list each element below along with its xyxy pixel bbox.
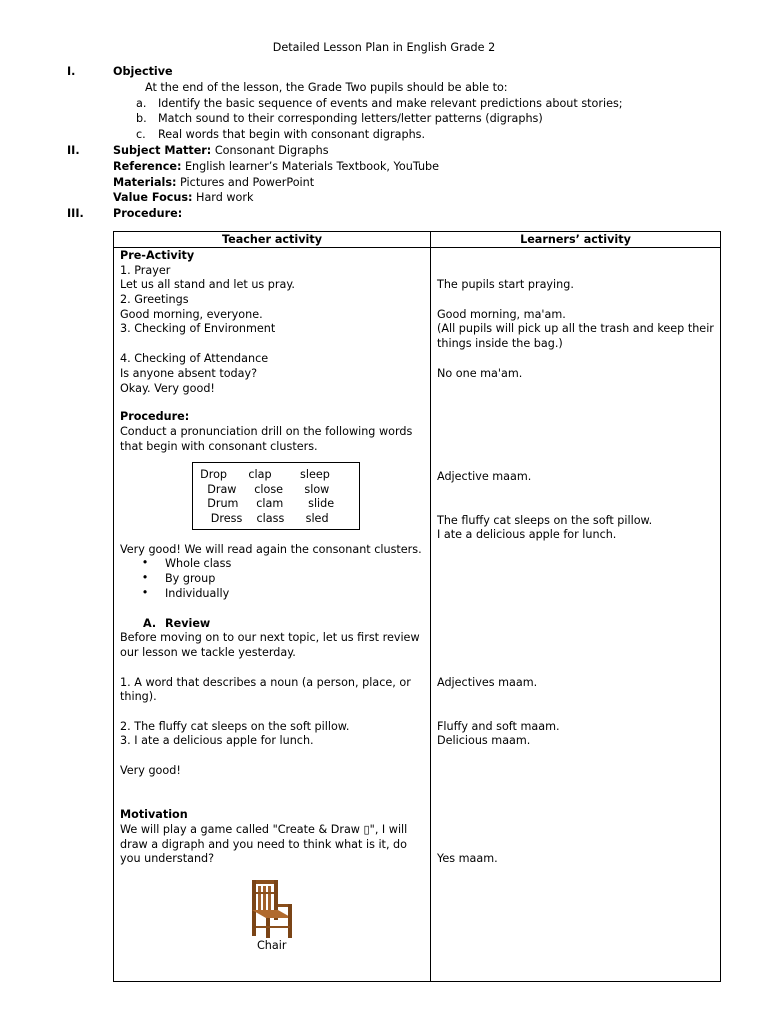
motivation-heading: Motivation [120,808,188,821]
value-focus-label: Value Focus: [113,191,193,204]
learner-yes: Yes maam. [437,852,498,865]
materials-value: Pictures and PowerPoint [176,176,315,189]
review-letter: A. [143,617,157,630]
header-divider [114,247,720,248]
materials-label: Materials: [113,176,177,189]
drill-line-1: Conduct a pronunciation drill on the following words [120,425,413,438]
motivation-line-1: We will play a game called "Create & Draw ▯", I will [120,823,408,836]
reference-line [113,159,439,174]
objective-item-a: Identify the basic sequence of events and make relevant predictions about stories; [158,97,623,110]
word-row: Drop clap sleep [193,468,330,481]
word-list-box [192,462,360,530]
bullet-item: By group [165,572,216,585]
procedure-heading: Procedure: [113,207,183,220]
bullet-dot: • [141,586,149,599]
learner-praying: The pupils start praying. [437,278,574,291]
prayer-label: 1. Prayer [120,264,171,277]
objective-numeral: I. [67,65,76,78]
environment-label: 3. Checking of Environment [120,322,276,335]
learner-trash-1: (All pupils will pick up all the trash and keep their [437,322,714,335]
procedure-subheading: Procedure: [120,410,190,423]
okay-line: Okay. Very good! [120,382,215,395]
objective-item-a-letter: a. [136,97,147,110]
word-row: Draw close slow [193,483,330,496]
word-row: Dress class sled [193,512,329,525]
lesson-table [113,231,721,982]
learner-trash-2: things inside the bag.) [437,337,563,350]
value-focus-line [113,190,253,205]
bullet-dot: • [141,571,149,584]
very-good-line: Very good! [120,764,181,777]
motivation-line-2: draw a digraph and you need to think what is it, do [120,838,408,851]
objective-intro: At the end of the lesson, the Grade Two pupils should be able to: [145,81,508,94]
learner-adjectives: Adjectives maam. [437,676,538,689]
bullet-item: Whole class [165,557,232,570]
chair-label: Chair [257,939,287,952]
objective-heading: Objective [113,65,173,78]
subject-matter-label: Subject Matter: [113,144,212,157]
read-again-line: Very good! We will read again the consonant clusters. [120,543,422,556]
procedure-numeral: III. [67,207,84,220]
prayer-line: Let us all stand and let us pray. [120,278,295,291]
learner-fluffy-soft: Fluffy and soft maam. [437,720,560,733]
document-title: Detailed Lesson Plan in English Grade 2 [272,41,496,54]
objective-item-b: Match sound to their corresponding letters/letter patterns (digraphs) [158,112,543,125]
teacher-activity-header: Teacher activity [221,233,322,246]
learner-delicious: Delicious maam. [437,734,531,747]
question-2: 2. The fluffy cat sleeps on the soft pillow. [120,720,350,733]
learner-fluffy: The fluffy cat sleeps on the soft pillow. [437,514,653,527]
review-line-1: Before moving on to our next topic, let us first review [120,631,420,644]
subject-matter-value: Consonant Digraphs [211,144,329,157]
learners-activity-header: Learners’ activity [520,233,631,246]
drill-line-2: that begin with consonant clusters. [120,440,318,453]
subject-matter-line [113,143,329,158]
pre-activity-heading: Pre-Activity [120,249,195,262]
review-line-2: our lesson we tackle yesterday. [120,646,296,659]
subject-numeral: II. [67,144,80,157]
absent-question: Is anyone absent today? [120,367,258,380]
greetings-line: Good morning, everyone. [120,308,263,321]
learner-no-one: No one ma'am. [437,367,523,380]
value-focus-value: Hard work [192,191,254,204]
reference-value: English learner’s Materials Textbook, YouTube [181,160,440,173]
question-3: 3. I ate a delicious apple for lunch. [120,734,314,747]
learner-apple: I ate a delicious apple for lunch. [437,528,617,541]
column-divider [430,232,431,981]
learner-adjective: Adjective maam. [437,470,532,483]
bullet-item: Individually [165,587,230,600]
review-heading: Review [165,617,211,630]
question-1b: thing). [120,690,157,703]
objective-item-b-letter: b. [136,112,147,125]
bullet-dot: • [141,556,149,569]
attendance-label: 4. Checking of Attendance [120,352,269,365]
learner-good-morning: Good morning, ma'am. [437,308,566,321]
motivation-line-3: you understand? [120,852,215,865]
word-row: Drum clam slide [193,497,335,510]
reference-label: Reference: [113,160,182,173]
question-1a: 1. A word that describes a noun (a person, place, or [120,676,411,689]
objective-item-c: Real words that begin with consonant digraphs. [158,128,426,141]
greetings-label: 2. Greetings [120,293,189,306]
materials-line [113,175,314,190]
chair-picture [248,878,298,940]
objective-item-c-letter: c. [136,128,146,141]
